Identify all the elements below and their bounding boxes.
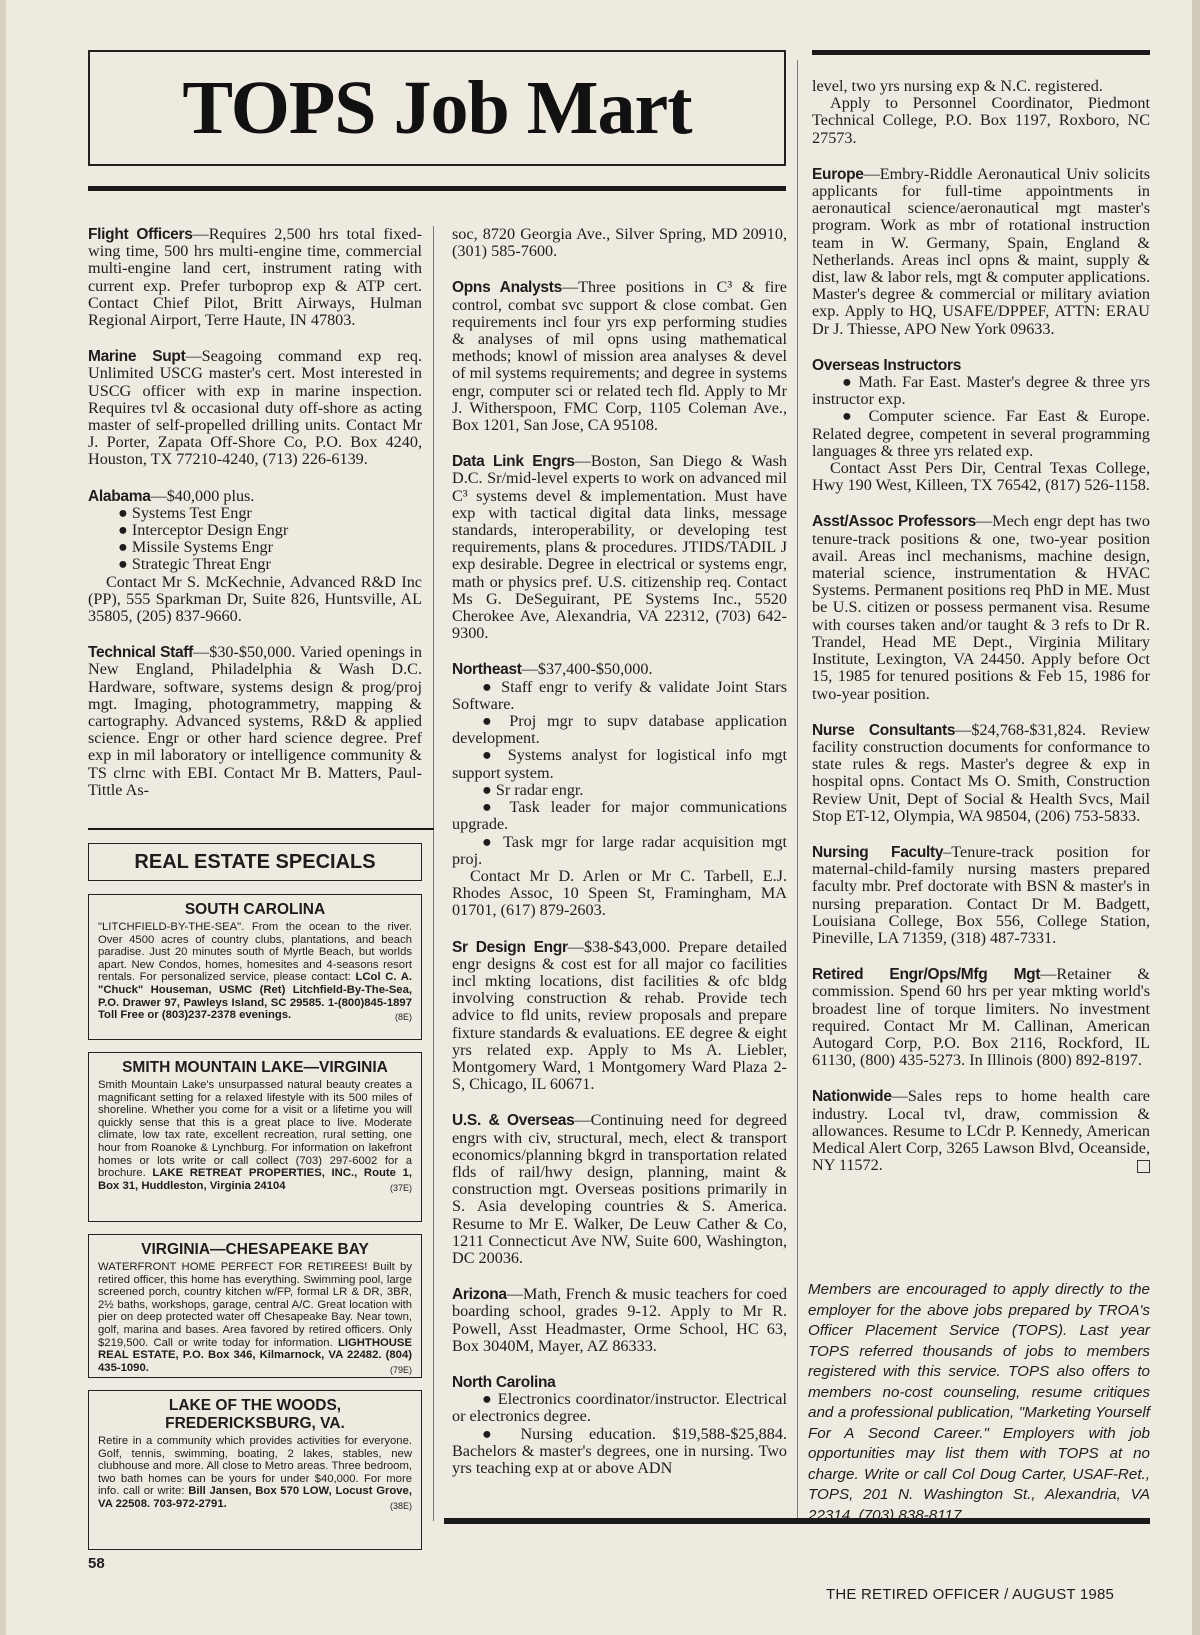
job-listing [812, 966, 1150, 1069]
listing-heading: Data Link Engrs [452, 453, 575, 471]
listing-heading: Retired Engr/Ops/Mfg Mgt [812, 966, 1041, 984]
real-estate-ad [88, 1390, 422, 1550]
listing-text: —Seagoing command exp req. Unlimited USCG master's cert. Most interested in USCG officer with exp in marine inspection. Requires tvl & occasional duty off-shore as acting master of self-propelled drilling units. Contact Mr J. Porter, Zapata Off-Shore Co, P.O. Box 4240, Houston, TX 77210-4240, (713) 226-6139. [88, 347, 423, 469]
job-listing [452, 939, 787, 1094]
listing-heading: Marine Supt [88, 348, 186, 366]
listing-text: —$40,000 plus. [150, 486, 255, 505]
listing-heading: Alabama [88, 487, 151, 505]
listing-text: level, two yrs nursing exp & N.C. registered. [812, 77, 1103, 95]
listing-heading: Northeast [452, 661, 522, 679]
job-listing [452, 1112, 787, 1267]
ad-contact: LCol C. A. "Chuck" Houseman, USMC (Ret) Litchfield-By-The-Sea, P.O. Drawer 97, Pawleys Island, SC 29585. 1-(800)845-1897 Toll Free or (803)237-2378 evenings. [98, 971, 412, 1022]
real-estate-title: REAL ESTATE SPECIALS [88, 843, 422, 881]
listing-heading: North Carolina [452, 1373, 556, 1391]
listing-bullet: ● Strategic Threat Engr [118, 555, 271, 574]
page-number: 58 [88, 1555, 105, 1572]
column-3 [812, 78, 1150, 1193]
listing-text: —Mech engr dept has two tenure-track positions & one, two-year position avail. Areas incl mechanisms, machine design, material science, instrumentation & HVAC Systems. Permanent positions req PhD in ME. Must be U.S. citizen or possess permanent visa. Resume with courses taken and/or taught & 3 refs to Dr R. Trandel, Head ME Dept., Virginia Military Institute, Lexington, VA 24450. Apply before Oct 15, 1985 for tenured positions & Feb 15, 1986 for two-year position. [812, 512, 1150, 703]
job-listing [452, 279, 787, 434]
top-rule-right [812, 50, 1150, 55]
page-edge-right [1192, 0, 1200, 1635]
ad-text: "LITCHFIELD-BY-THE-SEA". From the ocean to the river. Over 4500 acres of country clubs, plantations, and beach paradise. Just 20 minutes south of Myrtle Beach, but worlds apart. New Condos, homes, homesites and 4-seasons resort rentals. For personalized service, please contact: [98, 921, 412, 984]
ad-code: (79E) [389, 1364, 412, 1375]
listing-contact: Contact Mr S. McKechnie, Advanced R&D Inc (PP), 555 Sparkman Dr, Suite 826, Huntsville, AL 35805, (205) 837-9660. [88, 572, 422, 626]
listing-heading: Asst/Assoc Professors [812, 513, 976, 531]
ad-code: (8E) [394, 1012, 412, 1023]
ad-body [98, 1079, 412, 1192]
page-edge-left [0, 0, 6, 1635]
listing-text: soc, 8720 Georgia Ave., Silver Spring, MD 20910, (301) 585-7600. [452, 225, 787, 261]
title-underline-rule [88, 186, 786, 191]
listing-bullet: ● Interceptor Design Engr [118, 521, 289, 540]
listing-text: —Continuing need for degreed engrs with civ, structural, mech, elect & transport economics/planning bkgrd in transportation related flds of rail/hwy design, planning, maint & construction mgt. Overseas positions primarily in S. Asia developing countries & S. America. Resume to Mr E. Walker, De Leuw Cather & Co, 1211 Connecticut Ave NW, Suite 600, Washington, DC 20036. [452, 1111, 787, 1267]
job-listing [88, 348, 422, 468]
ad-text: WATERFRONT HOME PERFECT FOR RETIREES! Built by retired officer, this home has everything. Swimming pool, large screened porch, country kitchen w/FP, formal LR & DR, 3BR, 2½ baths, workshops, garage, central A/C. Great location with pier on deep protected water off Chesapeake Bay. Near town, golf, marina and bases. Area favored by retired officers. Only $219,500. Call or write today for information. [98, 1261, 412, 1349]
ad-code: (37E) [389, 1182, 412, 1193]
job-listing [812, 1088, 1150, 1174]
ad-heading: SMITH MOUNTAIN LAKE—VIRGINIA [122, 1059, 388, 1076]
ad-heading: VIRGINIA—CHESAPEAKE BAY [141, 1241, 369, 1258]
listing-text: —Three positions in C³ & fire control, combat svc support & close combat. Gen requirements incl four yrs exp performing studies & analyses of mil opns using mathematical methods; knowl of mission area analyses & devel of mil systems requirements; and degree in systems engr, computer sci or related tech fld. Apply to Mr J. Witherspoon, FMC Corp, 1105 Coleman Ave., Box 1201, San Jose, CA 95108. [452, 278, 787, 435]
listing-bullet: ● Staff engr to verify & validate Joint Stars Software. [452, 677, 787, 713]
members-note: Members are encouraged to apply directly to the employer for the above jobs prepared by TROA's Officer Placement Service (TOPS). Last year TOPS referred thousands of jobs to members registered with this service. TOPS also offers to members no-cost counseling, resume critiques and a professional publication, "Marketing Yourself For A Second Career." Employers with job opportunities may list them with TOPS at no charge. Write or call Col Doug Carter, USAF-Ret., TOPS, 201 N. Washington St., Alexandria, VA 22314, (703) 838-8117. [808, 1281, 1150, 1524]
page-title: TOPS Job Mart [182, 65, 692, 150]
listing-heading: Overseas Instructors [812, 356, 962, 374]
ad-code: (38E) [389, 1500, 412, 1511]
ad-text: Retire in a community which provides activities for everyone. Golf, tennis, swimming, boating, 2 lakes, stables, new clubhouse and more. All close to Metro areas. Three bedroom, two bath homes can be yours for under $40,000. For more info. call or write: [98, 1435, 412, 1498]
column-1 [88, 226, 422, 818]
job-listing [452, 661, 787, 919]
listing-bullet: ● Systems analyst for logistical info mgt support system. [452, 746, 787, 782]
listing-text: —$37,400-$50,000. [521, 660, 653, 679]
job-listing [812, 78, 1150, 147]
listing-heading: Sr Design Engr [452, 938, 568, 956]
ad-heading: SOUTH CAROLINA [184, 901, 326, 918]
listing-text: —Boston, San Diego & Wash D.C. Sr/mid-level experts to work on advanced mil C³ systems devel & implementation. Must have exp with tactical digital data links, message standards, interoperability, or developing test requirements, plans & procedures. JTIDS/TADIL J exp desirable. Degree in electrical or systems engr, math or physics pref. U.S. citizenship req. Contact Ms G. DeSeguirant, PE Systems Inc., 5520 Cherokee Ave, Alexandria, VA 22312, (703) 642-9300. [452, 452, 788, 643]
listing-heading: Flight Officers [88, 226, 193, 243]
listing-heading: Nurse Consultants [812, 721, 956, 739]
real-estate-ad [88, 894, 422, 1040]
ad-contact: Bill Jansen, Box 570 LOW, Locust Grove, VA 22508. 703-972-2791. [98, 1485, 412, 1510]
job-listing [452, 226, 787, 260]
job-listing [812, 844, 1150, 947]
ad-heading: LAKE OF THE WOODS, FREDERICKSBURG, VA. [165, 1397, 345, 1432]
listing-bullet: ● Proj mgr to supv database application development. [452, 712, 787, 748]
job-listing [452, 453, 787, 642]
listing-bullet: ● Task leader for major communications upgrade. [452, 798, 787, 834]
job-listing [812, 357, 1150, 495]
ad-body [98, 1261, 412, 1374]
listing-bullet: ● Math. Far East. Master's degree & three yrs instructor exp. [812, 373, 1150, 409]
job-listing [812, 513, 1150, 702]
ad-contact: LIGHTHOUSE REAL ESTATE, P.O. Box 346, Kilmarnock, VA 22482. (804) 435-1090. [98, 1336, 412, 1374]
listing-bullet: ● Missile Systems Engr [118, 538, 274, 557]
listing-text: —Retainer & commission. Spend 60 hrs per year mkting world's broadest line of torque limiters. No investment required. Contact Mr M. Callinan, American Autogard Corp, P.O. Box 2116, Rockford, IL 61130, (800) 435-5273. In Illinois (800) 892-8197. [812, 965, 1150, 1070]
listing-bullet: ● Nursing education. $19,588-$25,884. Bachelors & master's degrees, one in nursing. Two yrs teaching exp at or above ADN [452, 1424, 787, 1477]
job-listing [88, 488, 422, 626]
listing-bullet: ● Task mgr for large radar acquisition mgt proj. [452, 832, 787, 868]
title-box [88, 50, 786, 166]
listing-heading: Nationwide [812, 1088, 892, 1106]
publication-footer: THE RETIRED OFFICER / AUGUST 1985 [826, 1586, 1115, 1603]
listing-heading: Europe [812, 165, 864, 183]
listing-contact: Apply to Personnel Coordinator, Piedmont Technical College, P.O. Box 1197, Roxboro, NC 27573. [812, 94, 1150, 147]
listing-text: —$24,768-$31,824. Review facility construction documents for conformance to state rules & regs. Master's degree & exp in hospital opns. Contact Ms O. Smith, Construction Review Unit, Dept of Social & Health Svcs, Mail Stop ET-12, Olympia, WA 98504, (206) 753-5833. [812, 720, 1151, 825]
listing-heading: Nursing Faculty [812, 843, 944, 861]
listing-contact: Contact Mr D. Arlen or Mr C. Tarbell, E.J. Rhodes Assoc, 10 Speen St, Framingham, MA 01701, (617) 879-2603. [452, 866, 787, 920]
listing-heading: Technical Staff [88, 644, 194, 662]
ad-body [98, 921, 412, 1022]
listing-text: —$38-$43,000. Prepare detailed engr designs & cost est for all major co facilities incl mkting locations, dist facilities & ofc bldg involving construction & rehab. Provide tech advice to fld units, review proposals and prepare fixture standards & evaluations. EE degree & eight yrs related exp. Apply to Ms A. Liebler, Montgomery Ward, 1 Montgomery Ward Plaza 2-S, Chicago, IL 60671. [452, 937, 787, 1094]
listing-bullet: ● Sr radar engr. [482, 780, 584, 799]
listing-heading: U.S. & Overseas [452, 1112, 575, 1130]
listing-heading: Opns Analysts [452, 279, 562, 297]
listing-text: —$30-$50,000. Varied openings in New England, Philadelphia & Wash D.C. Hardware, software, systems design & prog/proj mgt. Imaging, photogrammetry, mapping & cartography. Advanced systems, R&D & applied science. Engr or other hard science degree. Pref exp in mil laboratory or intelligence community & TS clrnc with EBI. Contact Mr B. Matters, Paul-Tittle As- [88, 643, 422, 799]
listing-contact: Contact Asst Pers Dir, Central Texas College, Hwy 190 West, Killeen, TX 76542, (817) 526-1158. [812, 459, 1150, 495]
job-listing [88, 644, 422, 799]
column-divider-2 [797, 60, 798, 1521]
job-listing [452, 1286, 787, 1355]
column-2 [452, 226, 787, 1496]
job-listing [452, 1374, 787, 1477]
listing-text: –Tenure-track position for maternal-child-family nursing masters prepared faculty mbr. Pref doctorate with BSN & master's in nursing preparation. Contact Dr M. Badgett, Louisiana College, Box 556, College Station, Pineville, LA 71359, (318) 487-7331. [812, 842, 1150, 947]
column-divider-1 [433, 226, 434, 1521]
job-listing [812, 722, 1150, 825]
real-estate-ad [88, 1052, 422, 1222]
ad-body [98, 1435, 412, 1511]
listing-text: —Embry-Riddle Aeronautical Univ solicits applicants for full-time appointments in aeronautical science/aeronautical mgt master's program. Work as mbr of rotational instruction team in W. Germany, Spain, England & Netherlands. Areas incl opns & maint, supply & dist, law & labor rels, mgt & computer applications. Master's degree & commercial or military aviation exp. Apply to HQ, USAFE/DPPEF, ATTN: ERAU Dr J. Thiesse, APO New York 09633. [812, 164, 1150, 338]
ad-contact: LAKE RETREAT PROPERTIES, INC., Route 1, Box 31, Huddleston, Virginia 24104 [98, 1167, 412, 1192]
real-estate-ad [88, 1234, 422, 1378]
job-listing [88, 226, 422, 329]
listing-text: —Requires 2,500 hrs total fixed-wing time, 500 hrs multi-engine time, commercial multi-engine land cert, instrument rating with current exp. Prefer turboprop exp & ATP cert. Contact Chief Pilot, Britt Airways, Hulman Regional Airport, Terre Haute, IN 47803. [88, 225, 422, 330]
listing-heading: Arizona [452, 1286, 507, 1304]
job-listing [812, 166, 1150, 338]
listing-bullet: ● Electronics coordinator/instructor. Electrical or electronics degree. [452, 1390, 787, 1426]
listing-bullet: ● Computer science. Far East & Europe. Related degree, competent in several programming languages & three yrs related exp. [812, 407, 1150, 460]
listing-text: —Sales reps to home health care industry. Local tvl, draw, commission & allowances. Resume to LCdr P. Kennedy, American Medical Alert Corp, 3265 Lawson Blvd, Oceanside, NY 11572. [812, 1087, 1150, 1175]
end-of-article-icon [1137, 1160, 1150, 1173]
listing-bullet: ● Systems Test Engr [118, 503, 252, 522]
listing-text: —Math, French & music teachers for coed boarding school, grades 9-12. Apply to Mr R. Powell, Asst Headmaster, Orme School, HC 63, Box 3040M, Mayer, AZ 86333. [452, 1285, 787, 1355]
real-estate-top-rule [88, 828, 434, 830]
ad-text: Smith Mountain Lake's unsurpassed natural beauty creates a magnificant setting for a relaxed lifestyle with its 500 miles of shoreline. Whether you come for a visit or a lifetime you will quickly sense that this is a great place to live. Moderate climate, low tax rate, excellent recreation, rural setting, one hour from Roanoke & Lynchburg. For information on lakefront homes or lots write or call collect (703) 297-6002 for a brochure. [98, 1079, 412, 1180]
